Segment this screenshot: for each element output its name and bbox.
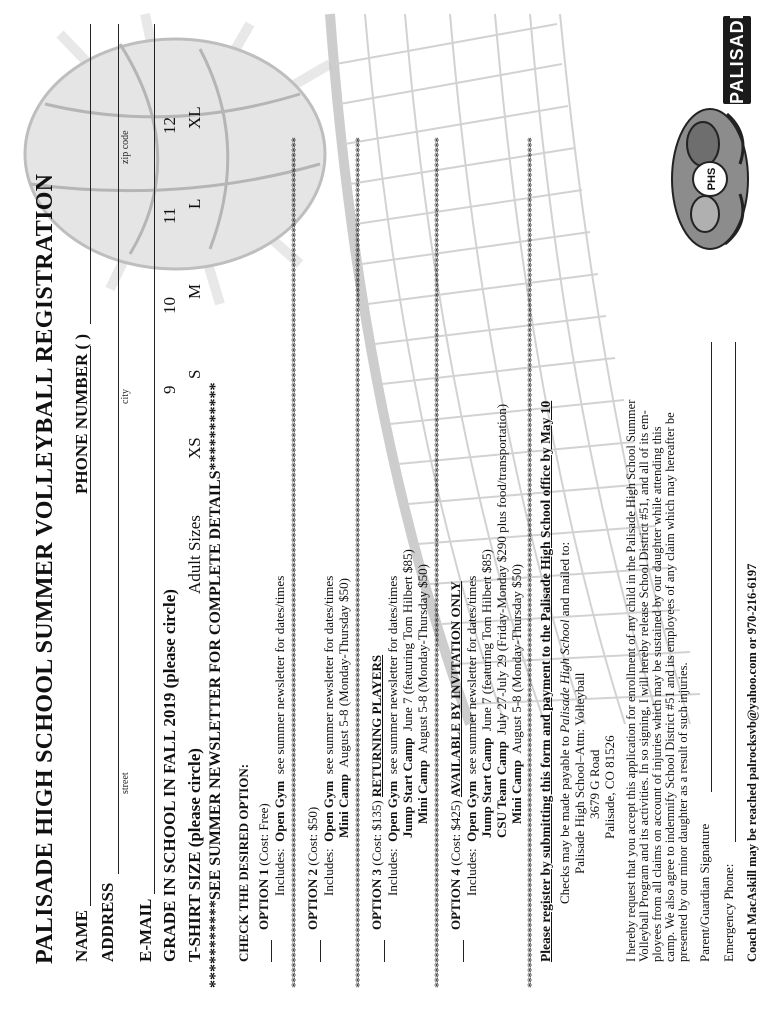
option-1-cost: (Cost: Free) [256, 803, 271, 866]
check-heading: CHECK THE DESIRED OPTION: [236, 763, 251, 962]
option-4-includes: Includes: [464, 848, 479, 896]
option-1-checkbox[interactable] [271, 940, 272, 962]
divider-stars: ************************************************************************************************************************************************************************** [431, 138, 445, 988]
option-2-mini-camp: Mini Camp [336, 774, 351, 838]
option-4-header [448, 581, 464, 962]
option-4-csu-camp-detail: July 27-July 29 (Friday-Monday $290 plus food/transportation) [494, 403, 509, 735]
email-field[interactable] [154, 24, 155, 894]
email-label: E-MAIL [136, 898, 155, 962]
option-3-cost: (Cost: $135) [369, 800, 384, 866]
option-3-includes: Includes: [385, 848, 400, 896]
option-2-header [305, 807, 321, 962]
emergency-field[interactable] [735, 342, 736, 842]
bulldog-icon [665, 104, 755, 254]
option-4-mini-camp-detail: August 5-8 (Monday-Thursday $50) [509, 564, 524, 754]
option-4-jump-start: Jump Start Camp [479, 737, 494, 838]
grade-option-9[interactable]: 9 [160, 385, 179, 394]
option-2-open-gym: Open Gym [321, 780, 336, 842]
name-label: NAME [72, 910, 91, 962]
divider-stars: ************************************************************************************************************************************************************************** [288, 138, 302, 988]
option-1-header [256, 803, 272, 962]
address-label: ADDRESS [98, 882, 117, 962]
phone-field[interactable] [90, 24, 91, 324]
option-1-line-1 [272, 576, 288, 896]
checks-pre: Checks may be made payable to [557, 736, 572, 904]
mail-address-1: Palisade High School–Attn: Volleyball [572, 672, 587, 874]
option-4-line-3 [494, 404, 510, 838]
phone-label: PHONE NUMBER ( ) [72, 333, 91, 494]
option-3-mini-camp-detail: August 5-8 (Monday-Thursday $50) [415, 564, 430, 754]
checks-payee: Palisade High School [557, 619, 572, 733]
option-4-jump-start-detail: June 7 (featuring Tom Hilbert $85) [479, 549, 494, 732]
adult-sizes-label: Adult Sizes [185, 515, 204, 594]
option-3-open-gym-detail: see summer newsletter for dates/times [385, 575, 400, 775]
option-2-line-2 [336, 578, 352, 838]
signature-label: Parent/Guardian Signature [697, 823, 712, 962]
grade-label: GRADE IN SCHOOL IN FALL 2019 (please circle) [160, 589, 179, 962]
size-option-s[interactable]: S [185, 369, 204, 379]
grade-option-11[interactable]: 11 [160, 207, 179, 224]
newsletter-banner: ***********SEE SUMMER NEWSLETTER FOR COMPLETE DETAILS*********** [207, 382, 224, 988]
option-1-open-gym: Open Gym [272, 780, 287, 842]
checks-post: and mailed to: [557, 541, 572, 617]
option-3-checkbox[interactable] [384, 940, 385, 962]
waiver-line-3: ployees from all claims on account of injuries which may be sustained by our daughter while attending this [650, 426, 664, 962]
option-2-open-gym-detail: see summer newsletter for dates/times [321, 575, 336, 775]
city-caption: city [120, 389, 131, 404]
option-4-cost: (Cost: $425) [448, 800, 463, 866]
option-2-cost: (Cost: $50) [305, 806, 320, 866]
option-4-line-4 [509, 564, 525, 824]
divider-stars: ************************************************************************************************************************************************************************** [352, 138, 366, 988]
size-option-xl[interactable]: XL [185, 106, 204, 129]
size-option-l[interactable]: L [185, 198, 204, 209]
mail-address-3: Palisade, CO 81526 [602, 735, 617, 839]
option-4-csu-camp: CSU Team Camp [494, 741, 509, 838]
option-4-mini-camp: Mini Camp [509, 760, 524, 824]
grade-option-10[interactable]: 10 [160, 297, 179, 314]
address-field[interactable] [118, 24, 119, 874]
coach-contact: Coach MacAskill may be reached palrocksvb@yahoo.com or 970-216-6197 [745, 563, 759, 962]
signature-field[interactable] [711, 342, 712, 792]
zip-caption: zip code [120, 130, 131, 164]
option-2-mini-camp-detail: August 5-8 (Monday-Thursday $50) [336, 578, 351, 768]
tshirt-label: T-SHIRT SIZE (please circle) [185, 748, 204, 962]
option-4-line-1 [464, 576, 480, 896]
option-4-title: OPTION 4 [448, 868, 463, 930]
logo-badge-text: PHS [706, 167, 718, 191]
waiver-line-1: I hereby request that you accept this application for enrollment of my child in the Palisade High School Summer [624, 399, 638, 962]
logo-wordmark: PALISADE [723, 16, 751, 104]
grade-option-12[interactable]: 12 [160, 117, 179, 134]
option-3-tag: RETURNING PLAYERS [369, 654, 384, 798]
option-4-open-gym-detail: see summer newsletter for dates/times [464, 575, 479, 775]
option-2-title: OPTION 2 [305, 868, 320, 930]
divider-stars: ************************************************************************************************************************************************************************** [524, 138, 538, 988]
option-2-includes: Includes: [321, 848, 336, 896]
option-3-line-2 [400, 549, 416, 838]
option-3-mini-camp: Mini Camp [415, 760, 430, 824]
option-3-jump-start: Jump Start Camp [400, 737, 415, 838]
option-3-line-3 [415, 564, 431, 824]
option-4-checkbox[interactable] [463, 940, 464, 962]
option-3-line-1 [385, 576, 401, 896]
option-2-checkbox[interactable] [320, 940, 321, 962]
waiver-line-5: presented by our minor daughter as a result of such injuries. [676, 662, 690, 962]
emergency-label: Emergency Phone: [721, 863, 736, 962]
option-3-header [369, 655, 385, 962]
option-3-title: OPTION 3 [369, 868, 384, 930]
option-4-tag: AVAILABLE BY INVITATION ONLY [448, 581, 463, 798]
option-4-line-2 [479, 549, 495, 838]
option-2-line-1 [321, 576, 337, 896]
checks-payable-line [557, 542, 573, 904]
mail-address-2: 3679 G Road [587, 749, 602, 819]
option-3-jump-start-detail: June 7 (featuring Tom Hilbert $85) [400, 549, 415, 732]
street-caption: street [120, 772, 131, 794]
waiver-line-4: camp. We also agree to indemnify School District #51 and its employees of any claim which may hereafter be [663, 412, 677, 962]
waiver-line-2: Volleyball Program and its activities. In so signing, I will hereby release School District #51, and all of its em- [637, 410, 651, 962]
palisade-logo [665, 6, 755, 254]
option-1-title: OPTION 1 [256, 868, 271, 930]
option-1-includes: Includes: [272, 848, 287, 896]
option-4-open-gym: Open Gym [464, 780, 479, 842]
size-option-m[interactable]: M [185, 283, 204, 299]
page-title: PALISADE HIGH SCHOOL SUMMER VOLLEYBALL REGISTRATION [32, 173, 58, 964]
option-3-open-gym: Open Gym [385, 780, 400, 842]
register-instruction: Please register by submitting this form and payment to the Palisade High School office by May 10 [538, 400, 553, 962]
option-1-open-gym-detail: see summer newsletter for dates/times [272, 575, 287, 775]
ball [25, 39, 325, 269]
size-option-xs[interactable]: XS [185, 437, 204, 459]
